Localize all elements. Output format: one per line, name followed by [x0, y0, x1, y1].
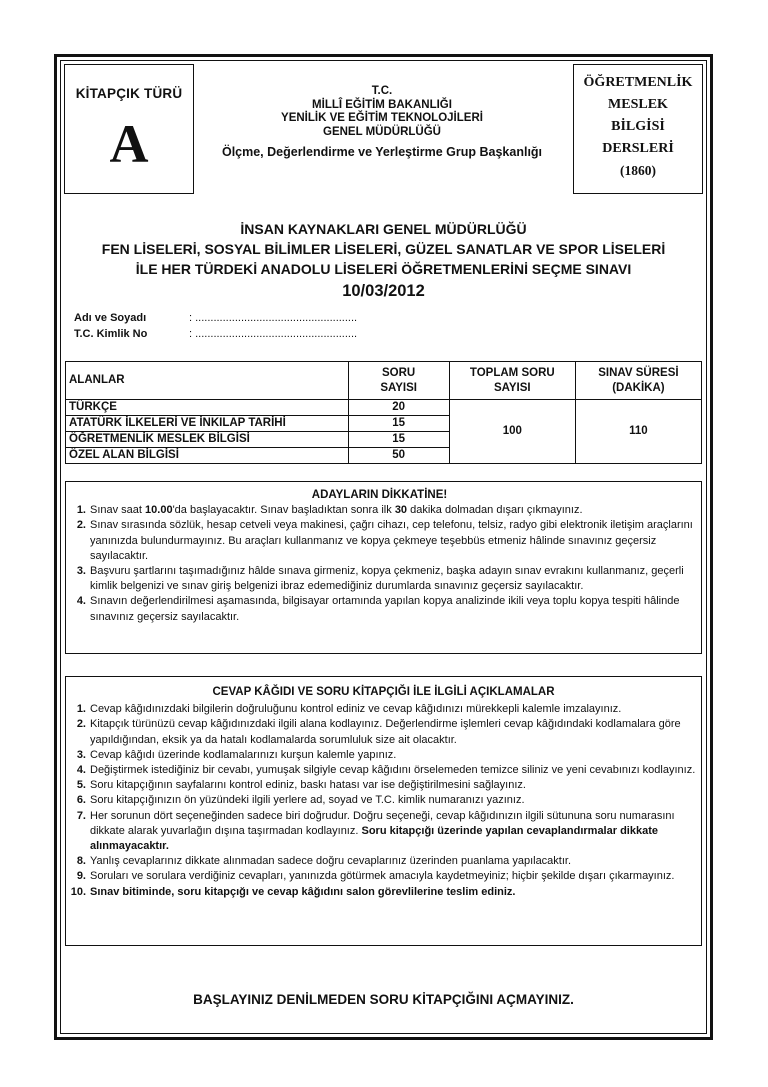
subject-line-4: DERSLERİ	[602, 141, 674, 156]
list-item-number: 5.	[76, 779, 86, 792]
list-item-number: 3.	[76, 748, 86, 761]
list-item	[66, 778, 701, 793]
list-item	[66, 869, 701, 884]
ministry-line-name: MİLLÎ EĞİTİM BAKANLIĞI	[312, 98, 452, 111]
text-part: dakika dolmadan dışarı çıkmayınız.	[407, 504, 583, 517]
text-part-bold: Soru kitapçığı üzerinde yapılan cevaplandırmalar dikkate alınmayacaktır.	[90, 824, 658, 853]
exam-date: 10/03/2012	[342, 282, 425, 300]
subject-box	[573, 64, 703, 194]
min-minutes: 30	[394, 504, 408, 517]
subject-line-2: MESLEK	[608, 97, 668, 112]
area-question-count: 50	[348, 448, 449, 464]
list-item-text: Kitapçık türünüzü cevap kâğıdınızdaki ilgili alana kodlayınız. Değerlendirme işlemleri cevap kâğıdındaki kodlamalara göre yapıldığından, eksik ya da hatalı kodlamalarda sorumluluk size ait olacaktır.	[90, 718, 681, 746]
list-item	[66, 702, 701, 717]
ministry-unit: Ölçme, Değerlendirme ve Yerleştirme Grup Başkanlığı	[221, 145, 543, 159]
list-item-text: Sınavın değerlendirilmesi aşamasında, bilgisayar ortamında yapılan kopya analizinde ikili veya toplu kopya tespiti hâlinde sınavınız geçersiz sayılacaktır.	[90, 595, 680, 623]
exam-title-block	[62, 219, 705, 303]
list-item	[66, 594, 693, 624]
list-item-text: Başvuru şartlarını taşımadığınız hâlde sınava girmeniz, kopya çekmeniz, başka adayın sınav evrakını kullanmanız, geçerli kimlik belgenizi ve sınav giriş belgenizi ibraz edemediğiniz durumlarda sınavınız geçersiz sayılacaktır.	[90, 565, 684, 593]
list-item-text: Sınav sırasında sözlük, hesap cetveli veya makinesi, çağrı cihazı, cep telefonu, telsiz, radyo gibi elektronik iletişim araçlarını yanınızda bulundurmayınız. Bu araçları kullanmanız ve kopya çekmeye teşebbüs etmeniz hâlinde sınavınız geçersiz sayılacaktır.	[90, 519, 693, 562]
list-item-text	[90, 503, 693, 518]
list-item	[66, 717, 701, 747]
areas-table-header	[66, 362, 702, 400]
table-row	[66, 400, 702, 416]
attention-title: ADAYLARIN DİKKATİNE!	[311, 489, 448, 501]
candidate-id-row	[74, 326, 357, 342]
exam-title-line-1: FEN LİSELERİ, SOSYAL BİLİMLER LİSELERİ, GÜZEL SANATLAR VE SPOR LİSELERİ	[101, 241, 666, 257]
area-question-count: 15	[348, 416, 449, 432]
candidate-id-label: T.C. Kimlik No	[74, 328, 148, 340]
ministry-line-directorate: YENİLİK VE EĞİTİM TEKNOLOJİLERİ	[281, 112, 483, 124]
subject-line-1: ÖĞRETMENLİK	[583, 75, 693, 90]
list-item-text: Soru kitapçığınızın ön yüzündeki ilgili yerlere ad, soyad ve T.C. kimlik numaranızı yazınız.	[90, 794, 525, 807]
list-item	[66, 748, 701, 763]
area-question-count: 15	[348, 432, 449, 448]
header-question-count	[348, 362, 449, 400]
header-duration	[575, 362, 701, 400]
ministry-header	[198, 85, 566, 160]
header-question-count-line-1: SORU	[382, 366, 416, 379]
footer-warning: BAŞLAYINIZ DENİLMEDEN SORU KİTAPÇIĞINI AÇMAYINIZ.	[193, 992, 574, 1007]
list-item	[66, 763, 701, 778]
list-item-text: Soru kitapçığının sayfalarını kontrol ediniz, baskı hatası var ise değiştirilmesini sağlayınız.	[90, 779, 526, 792]
list-item-text: Sınav bitiminde, soru kitapçığı ve cevap kâğıdını salon görevlilerine teslim ediniz.	[90, 885, 516, 898]
list-item-number: 6.	[76, 794, 86, 807]
answer-sheet-title: CEVAP KÂĞIDI VE SORU KİTAPÇIĞI İLE İLGİLİ AÇIKLAMALAR	[212, 686, 555, 698]
list-item	[66, 793, 701, 808]
list-item-text: Yanlış cevaplarınız dikkate alınmadan sadece doğru cevaplarınız üzerinden puanlama yapılacaktır.	[90, 855, 572, 868]
area-name: TÜRKÇE	[66, 400, 349, 416]
list-item-number: 9.	[76, 870, 86, 883]
list-item-number: 3.	[76, 565, 86, 578]
header-total-line-1: TOPLAM SORU	[469, 366, 555, 379]
list-item-number: 1.	[76, 703, 86, 716]
duration-minutes: 110	[575, 400, 701, 464]
subject-code: (1860)	[620, 163, 656, 178]
ministry-line-directorate-2: GENEL MÜDÜRLÜĞÜ	[323, 125, 441, 138]
area-name: ATATÜRK İLKELERİ VE İNKILAP TARİHİ	[66, 416, 349, 432]
text-part: 'da başlayacaktır. Sınav başladıktan sonra ilk	[172, 504, 395, 517]
answer-sheet-list	[66, 702, 701, 900]
list-item-text: Soruları ve sorulara verdiğiniz cevapları, yanınızda götürmek amacıyla kaydetmeyiniz; hiçbir şekilde dışarı çıkarmayınız.	[90, 870, 675, 883]
candidate-name-field[interactable]: : .....................................................	[189, 312, 358, 324]
list-item	[66, 564, 693, 594]
attention-list	[66, 503, 693, 625]
list-item	[66, 854, 701, 869]
header-question-count-line-2: SAYISI	[380, 381, 417, 394]
list-item-number: 2.	[76, 519, 86, 532]
header-areas: ALANLAR	[66, 362, 349, 400]
list-item-number: 2.	[76, 718, 86, 731]
subject-line-3: BİLGİSİ	[611, 119, 665, 134]
exam-title-line-2: İLE HER TÜRDEKİ ANADOLU LİSELERİ ÖĞRETMENLERİNİ SEÇME SINAVI	[135, 261, 632, 277]
text-part: Sınav saat	[90, 504, 146, 517]
list-item-text: Cevap kâğıdı üzerinde kodlamalarınızı kurşun kalemle yapınız.	[90, 748, 397, 761]
list-item-text	[90, 809, 701, 855]
booklet-type-box	[64, 64, 194, 194]
area-question-count: 20	[348, 400, 449, 416]
candidate-name-row	[74, 310, 357, 326]
list-item-number: 1.	[76, 504, 86, 517]
candidate-info	[74, 310, 357, 342]
list-item-number: 4.	[76, 595, 86, 608]
header-duration-line-1: SINAV SÜRESİ	[598, 366, 679, 379]
list-item	[66, 518, 693, 564]
list-item	[66, 885, 701, 900]
header-duration-line-2: (DAKİKA)	[612, 381, 665, 394]
header-total-line-2: SAYISI	[493, 381, 531, 394]
candidate-name-label: Adı ve Soyadı	[74, 312, 147, 324]
list-item-number: 4.	[76, 764, 86, 777]
candidate-id-field[interactable]: : .....................................................	[189, 328, 358, 340]
list-item-text: Değiştirmek istediğiniz bir cevabı, yumuşak silgiyle cevap kâğıdını örselemeden temizce siliniz ve yeni cevabınızı kodlayınız.	[90, 764, 696, 777]
start-time: 10.00	[145, 504, 173, 517]
ministry-line-tc: T.C.	[371, 85, 393, 97]
list-item-number: 8.	[76, 855, 86, 868]
attention-box	[65, 481, 702, 654]
areas-table	[65, 361, 702, 464]
list-item-text: Cevap kâğıdınızdaki bilgilerin doğruluğunu kontrol ediniz ve cevap kâğıdınızı mürekkepli kalemle imzalayınız.	[90, 703, 622, 716]
exam-org: İNSAN KAYNAKLARI GENEL MÜDÜRLÜĞÜ	[240, 221, 527, 237]
text-part: Her sorunun dört seçeneğinden sadece biri doğrudur. Doğru seçeneği, cevap kâğıdınızın ilgili sütununa soru numarasını dikkate alarak yuvarlağın dışına taşırmadan kodlayınız.	[90, 809, 675, 837]
area-name: ÖZEL ALAN BİLGİSİ	[66, 448, 349, 464]
total-questions: 100	[449, 400, 575, 464]
area-name: ÖĞRETMENLİK MESLEK BİLGİSİ	[66, 432, 349, 448]
booklet-type-letter: A	[109, 114, 149, 174]
answer-sheet-box	[65, 676, 702, 946]
list-item	[66, 503, 693, 518]
header-total-questions	[449, 362, 575, 400]
list-item	[66, 809, 701, 855]
list-item-number: 10.	[70, 885, 86, 898]
booklet-type-label: KİTAPÇIK TÜRÜ	[75, 86, 183, 101]
list-item-number: 7.	[76, 809, 86, 822]
